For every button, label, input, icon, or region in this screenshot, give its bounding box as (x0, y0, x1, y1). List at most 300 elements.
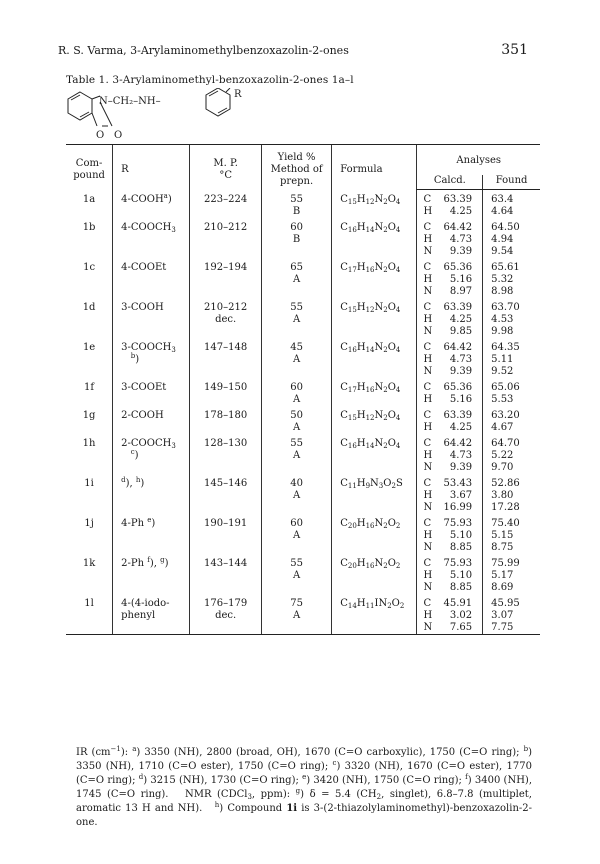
calcd-value: 4.73 (449, 354, 473, 365)
element: C (417, 594, 437, 610)
calcd-value: 65.36 (443, 382, 473, 393)
r-substituent (113, 570, 190, 582)
formula: $C_{20}H_{16}N_2O_2$ (332, 514, 417, 530)
melting-point (190, 394, 262, 406)
compound-id (66, 570, 113, 582)
calcd-value: 64.42 (443, 342, 473, 353)
r-substituent (113, 582, 190, 594)
compound-id (66, 206, 113, 218)
element: N (417, 326, 437, 338)
formula: $C_{15}H_{12}N_2O_4$ (332, 190, 417, 207)
running-title: R. S. Varma, 3-Arylaminomethylbenzoxazolin-2-ones (58, 44, 349, 57)
calcd-value: 8.97 (449, 286, 473, 297)
found-value: 5.15 (483, 530, 540, 542)
yield-method: 40 (261, 474, 331, 490)
melting-point (190, 326, 262, 338)
compound-id (66, 286, 113, 298)
yield-method (261, 462, 331, 474)
compound-id: 1b (82, 222, 96, 233)
table-row (66, 218, 540, 234)
r-substituent: phenyl (113, 610, 190, 622)
melting-point (190, 622, 262, 635)
compound-id (66, 354, 113, 366)
element: H (417, 354, 437, 366)
found-value: 9.98 (483, 326, 540, 338)
calcd-value: 5.16 (449, 394, 473, 405)
structure-r: R (234, 89, 242, 100)
found-value: 3.80 (483, 490, 540, 502)
compound-id: 1d (82, 302, 96, 313)
compound-id (66, 314, 113, 326)
table-row (66, 422, 540, 434)
formula: $C_{17}H_{16}N_2O_4$ (332, 258, 417, 274)
yield-method (261, 246, 331, 258)
compound-id: 1g (82, 410, 96, 421)
found-value: 65.06 (483, 378, 540, 394)
calcd-value: 9.39 (449, 366, 473, 377)
element: C (417, 554, 437, 570)
table-body (66, 190, 540, 635)
table-row (66, 570, 540, 582)
element: N (417, 462, 437, 474)
formula: $C_{16}H_{14}N_2O_4$ (332, 434, 417, 450)
calcd-value: 5.10 (449, 570, 473, 581)
calcd-value: 8.85 (449, 582, 473, 593)
element: C (417, 378, 437, 394)
yield-method: A (261, 450, 331, 462)
table-row (66, 502, 540, 514)
compound-id (66, 490, 113, 502)
calcd-value: 3.02 (449, 610, 473, 621)
element: H (417, 422, 437, 434)
yield-method (261, 502, 331, 514)
melting-point: 128–130 (190, 434, 262, 450)
element: C (417, 474, 437, 490)
formula: $C_{20}H_{16}N_2O_2$ (332, 554, 417, 570)
yield-method: 60 (261, 378, 331, 394)
calcd-value: 4.73 (449, 450, 473, 461)
formula: $C_{15}H_{12}N_2O_4$ (332, 406, 417, 422)
found-value: 63.4 (483, 190, 540, 207)
melting-point (190, 530, 262, 542)
melting-point: 176–179 (190, 594, 262, 610)
element: H (417, 206, 437, 218)
table-row (66, 582, 540, 594)
formula (332, 490, 417, 502)
yield-method: A (261, 610, 331, 622)
melting-point: 149–150 (190, 378, 262, 394)
found-value: 5.17 (483, 570, 540, 582)
structure-chain: N–CH₂–NH– (99, 96, 161, 107)
formula: $C_{14}H_{11}IN_2O_2$ (332, 594, 417, 610)
col-found: Found (483, 175, 540, 190)
compound-id (66, 274, 113, 286)
melting-point (190, 582, 262, 594)
compound-id: 1j (84, 518, 94, 529)
yield-method: A (261, 394, 331, 406)
structure-carbonyl-o: O (114, 130, 123, 141)
melting-point: dec. (190, 314, 262, 326)
r-substituent (113, 502, 190, 514)
formula (332, 570, 417, 582)
calcd-value: 3.67 (449, 490, 473, 501)
r-substituent (113, 622, 190, 635)
table-row (66, 514, 540, 530)
r-substituent (113, 394, 190, 406)
found-value: 8.69 (483, 582, 540, 594)
calcd-value: 75.93 (443, 558, 473, 569)
element: N (417, 582, 437, 594)
r-substituent: $^d$), $^h$) (113, 474, 190, 490)
melting-point: 190–191 (190, 514, 262, 530)
table-row (66, 554, 540, 570)
compound-id: 1k (82, 558, 96, 569)
calcd-value: 53.43 (443, 478, 473, 489)
r-substituent: $2-COOCH_3$ (113, 434, 190, 450)
table-caption: Table 1. 3-Arylaminomethyl-benzoxazolin-2-ones 1a–l (66, 74, 354, 86)
r-substituent: 3-COOEt (113, 378, 190, 394)
calcd-value: 4.25 (449, 422, 473, 433)
formula (332, 354, 417, 366)
found-value: 17.28 (483, 502, 540, 514)
calcd-value: 4.25 (449, 314, 473, 325)
r-substituent (113, 274, 190, 286)
yield-method: A (261, 570, 331, 582)
compound-id (66, 366, 113, 378)
found-value: 7.75 (483, 622, 540, 635)
yield-method (261, 326, 331, 338)
found-value: 75.40 (483, 514, 540, 530)
found-value: 45.95 (483, 594, 540, 610)
found-value: 75.99 (483, 554, 540, 570)
melting-point: 178–180 (190, 406, 262, 422)
col-analyses: Analyses (417, 145, 540, 176)
compound-id (66, 462, 113, 474)
table-row (66, 354, 540, 366)
element: C (417, 434, 437, 450)
r-substituent: 2-Ph $^f$), $^g$) (113, 554, 190, 570)
table-row (66, 338, 540, 354)
found-value: 4.94 (483, 234, 540, 246)
compound-id (66, 450, 113, 462)
melting-point: 192–194 (190, 258, 262, 274)
element: H (417, 394, 437, 406)
table-row (66, 366, 540, 378)
table-row (66, 394, 540, 406)
r-substituent: $3-COOCH_3$ (113, 338, 190, 354)
compound-id: 1l (84, 598, 94, 609)
compound-id: 1e (82, 342, 96, 353)
compound-id: 1h (82, 438, 96, 449)
col-calcd: Calcd. (417, 175, 483, 190)
melting-point (190, 570, 262, 582)
r-substituent (113, 530, 190, 542)
col-mp: M. P. °C (190, 145, 262, 190)
formula (332, 542, 417, 554)
table-row (66, 490, 540, 502)
yield-method: A (261, 490, 331, 502)
yield-method (261, 366, 331, 378)
compound-id: 1a (82, 193, 96, 205)
yield-method: B (261, 206, 331, 218)
r-substituent (113, 314, 190, 326)
data-table (66, 144, 540, 635)
melting-point (190, 462, 262, 474)
found-value: 63.20 (483, 406, 540, 422)
formula: $C_{17}H_{16}N_2O_4$ (332, 378, 417, 394)
compound-id (66, 422, 113, 434)
melting-point: 143–144 (190, 554, 262, 570)
melting-point: 145–146 (190, 474, 262, 490)
yield-method (261, 286, 331, 298)
yield-method: B (261, 234, 331, 246)
formula (332, 234, 417, 246)
col-yield: Yield % Method of prepn. (261, 145, 331, 190)
melting-point (190, 206, 262, 218)
table-row (66, 286, 540, 298)
table-row (66, 622, 540, 635)
r-substituent (113, 326, 190, 338)
table-row (66, 258, 540, 274)
calcd-value: 63.39 (443, 410, 473, 421)
found-value: 9.70 (483, 462, 540, 474)
melting-point (190, 542, 262, 554)
found-value: 4.67 (483, 422, 540, 434)
yield-method: A (261, 422, 331, 434)
footnotes (76, 746, 532, 830)
melting-point (190, 274, 262, 286)
yield-method: 50 (261, 406, 331, 422)
melting-point: dec. (190, 610, 262, 622)
yield-method: A (261, 354, 331, 366)
compound-id (66, 610, 113, 622)
r-substituent: 3-COOH (113, 298, 190, 314)
element: C (417, 406, 437, 422)
table-row (66, 234, 540, 246)
r-substituent (113, 542, 190, 554)
formula: $C_{16}H_{14}N_2O_4$ (332, 218, 417, 234)
formula (332, 610, 417, 622)
r-substituent (113, 490, 190, 502)
yield-method (261, 542, 331, 554)
compound-id (66, 542, 113, 554)
table-row (66, 434, 540, 450)
table-row (66, 406, 540, 422)
melting-point (190, 422, 262, 434)
col-r: R (113, 145, 190, 190)
found-value: 9.54 (483, 246, 540, 258)
compound-id (66, 622, 113, 635)
element: H (417, 234, 437, 246)
melting-point (190, 490, 262, 502)
calcd-value: 64.42 (443, 438, 473, 449)
element: C (417, 338, 437, 354)
formula (332, 450, 417, 462)
calcd-value: 16.99 (443, 502, 473, 513)
found-value: 63.70 (483, 298, 540, 314)
compound-id: 1f (84, 382, 95, 393)
found-value: 5.22 (483, 450, 540, 462)
r-substituent (113, 246, 190, 258)
found-value: 9.52 (483, 366, 540, 378)
page-number: 351 (501, 42, 528, 58)
table-row (66, 246, 540, 258)
found-value: 5.53 (483, 394, 540, 406)
calcd-value: 7.65 (437, 622, 483, 635)
yield-method: 45 (261, 338, 331, 354)
r-substituent: $^c$) (113, 450, 190, 462)
melting-point (190, 234, 262, 246)
element: H (417, 530, 437, 542)
formula (332, 206, 417, 218)
melting-point (190, 502, 262, 514)
r-substituent (113, 462, 190, 474)
col-formula: Formula (332, 145, 417, 190)
calcd-value: 4.73 (449, 234, 473, 245)
r-substituent: 4-COOH$^a$) (113, 190, 190, 207)
yield-method (261, 622, 331, 635)
r-substituent: $^b$) (113, 354, 190, 366)
found-value: 8.98 (483, 286, 540, 298)
footnotes-text: IR $(cm^{-1})$: $^a$) 3350 (NH), 2800 (broad, OH), 1670 (C=O carboxylic), 1750 (C=O ring); $^b$) 3350 (NH), 1710 (C=O ester), 1750 (C=O ring); $^c$) 3320 (NH), 1670 (C=O ester), 1770 (C=O ring); $^d$) 3215 (NH), 1730 (C=O ring); $^e$) 3420 (NH), 1750 (C=O ring); $^f$) 3400 (NH), 1745 (C=O ring). NMR (CDCl$_3$, ppm): $^g$) δ = 5.4 ($CH_2$, singlet), 6.8–7.8 (multiplet, aromatic 13 H and NH). $^h$) Compound 1i is 3-(2-thiazolylaminomethyl)-benzoxazolin-2-one. (76, 745, 533, 828)
melting-point (190, 246, 262, 258)
calcd-value: 9.85 (449, 326, 473, 337)
found-value: 64.35 (483, 338, 540, 354)
yield-method: 55 (261, 554, 331, 570)
table-row (66, 530, 540, 542)
element: H (417, 610, 437, 622)
r-substituent (113, 422, 190, 434)
r-substituent: 4-COOEt (113, 258, 190, 274)
compound-id (66, 234, 113, 246)
formula (332, 366, 417, 378)
table-row (66, 450, 540, 462)
table-row (66, 378, 540, 394)
yield-method: 60 (261, 218, 331, 234)
compound-id (66, 530, 113, 542)
formula (332, 314, 417, 326)
yield-method: 75 (261, 594, 331, 610)
found-value: 5.32 (483, 274, 540, 286)
melting-point (190, 450, 262, 462)
formula (332, 246, 417, 258)
yield-method: 60 (261, 514, 331, 530)
r-substituent (113, 234, 190, 246)
compound-id: 1c (83, 262, 96, 273)
found-value: 64.70 (483, 434, 540, 450)
formula: $C_{15}H_{12}N_2O_4$ (332, 298, 417, 314)
element: N (417, 286, 437, 298)
r-substituent (113, 206, 190, 218)
element: H (417, 450, 437, 462)
found-value: 4.64 (483, 206, 540, 218)
table-row (66, 274, 540, 286)
melting-point (190, 354, 262, 366)
r-substituent (113, 366, 190, 378)
yield-method: A (261, 274, 331, 286)
found-value: 65.61 (483, 258, 540, 274)
compound-id: 1i (84, 478, 94, 489)
yield-method: A (261, 530, 331, 542)
table-row (66, 594, 540, 610)
table-row (66, 190, 540, 207)
found-value: 5.11 (483, 354, 540, 366)
calcd-value: 65.36 (443, 262, 473, 273)
element: N (417, 246, 437, 258)
yield-method: 55 (261, 190, 331, 207)
compound-id (66, 394, 113, 406)
formula (332, 502, 417, 514)
yield-method: 65 (261, 258, 331, 274)
found-value: 52.86 (483, 474, 540, 490)
found-value: 4.53 (483, 314, 540, 326)
calcd-value: 75.93 (443, 518, 473, 529)
yield-method: A (261, 314, 331, 326)
calcd-value: 45.91 (443, 598, 473, 609)
element: H (417, 314, 437, 326)
formula (332, 462, 417, 474)
formula: $C_{16}H_{14}N_2O_4$ (332, 338, 417, 354)
table-row (66, 474, 540, 490)
formula (332, 326, 417, 338)
calcd-value: 5.10 (449, 530, 473, 541)
r-substituent: 4-Ph $^e$) (113, 514, 190, 530)
table-row (66, 610, 540, 622)
compound-id (66, 502, 113, 514)
yield-method (261, 582, 331, 594)
formula (332, 530, 417, 542)
melting-point: 147–148 (190, 338, 262, 354)
melting-point: 210–212 (190, 298, 262, 314)
element: H (417, 570, 437, 582)
compound-id (66, 582, 113, 594)
calcd-value: 5.16 (449, 274, 473, 285)
formula (332, 394, 417, 406)
element: N (417, 366, 437, 378)
r-substituent: 4-(4-iodo- (113, 594, 190, 610)
element: N (417, 502, 437, 514)
calcd-value: 9.39 (449, 246, 473, 257)
element: H (417, 274, 437, 286)
element: N (417, 622, 437, 635)
melting-point (190, 366, 262, 378)
calcd-value: 8.85 (449, 542, 473, 553)
col-compound: Com- pound (66, 145, 113, 190)
structure-diagram (66, 88, 266, 148)
table-row (66, 206, 540, 218)
table-row (66, 314, 540, 326)
melting-point (190, 286, 262, 298)
element: C (417, 298, 437, 314)
yield-method: 55 (261, 434, 331, 450)
calcd-value: 63.39 (443, 194, 473, 205)
r-substituent (113, 286, 190, 298)
formula (332, 422, 417, 434)
found-value: 8.75 (483, 542, 540, 554)
table-row (66, 462, 540, 474)
compound-id (66, 246, 113, 258)
element: C (417, 218, 437, 234)
calcd-value: 4.25 (449, 206, 473, 217)
formula (332, 622, 417, 635)
melting-point: 223–224 (190, 190, 262, 207)
formula (332, 582, 417, 594)
yield-method: 55 (261, 298, 331, 314)
calcd-value: 63.39 (443, 302, 473, 313)
element: N (417, 542, 437, 554)
table-row (66, 542, 540, 554)
formula (332, 286, 417, 298)
